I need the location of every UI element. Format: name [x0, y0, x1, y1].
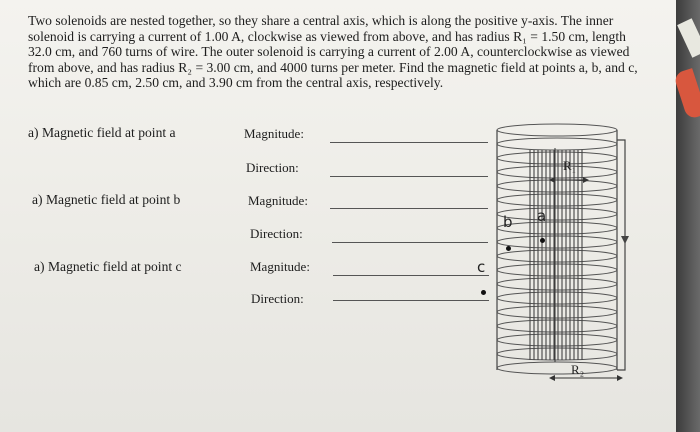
nested-solenoid-diagram — [495, 120, 635, 390]
part-c-magnitude-answer-line[interactable] — [333, 275, 489, 276]
part-c-label: a) Magnetic field at point c — [34, 259, 182, 274]
outer-current-arrow-icon — [621, 236, 629, 244]
part-c-magnitude-label: Magnitude: — [250, 259, 310, 274]
point-b-marker — [506, 246, 511, 251]
r2-label: R₂ — [571, 362, 585, 377]
point-c-marker — [481, 290, 486, 295]
part-b-direction-label: Direction: — [250, 226, 303, 241]
part-a-direction-answer-line[interactable] — [330, 176, 488, 177]
point-a-marker — [540, 238, 545, 243]
part-b-direction-answer-line[interactable] — [332, 242, 488, 243]
r1-label: R₁ — [563, 158, 577, 173]
part-a-label: a) Magnetic field at point a — [28, 125, 176, 140]
inner-solenoid-coils — [530, 150, 582, 360]
part-b-magnitude-label: Magnitude: — [248, 193, 308, 208]
part-a-magnitude-answer-line[interactable] — [330, 142, 488, 143]
part-b-label: a) Magnetic field at point b — [32, 192, 181, 207]
part-b-magnitude-answer-line[interactable] — [330, 208, 488, 209]
problem-statement: Two solenoids are nested together, so they share a central axis, which is along the positive y-axis. The inner solenoid is carrying a current of 1.00 A, clockwise as viewed from above, and has radius R₁ = 1.50 cm, length 32.0 cm, and 760 turns of wire. The outer solenoid is carrying a current of 2.00 A, counterclockwise as viewed from above, and has radius R₂ = 3.00 cm, and 4000 turns per meter. Find the magnetic field at points a, b, and c, which are 0.85 cm, 2.50 cm, and 3.90 cm from the central axis, respectively. — [28, 13, 638, 91]
outer-solenoid-coils — [497, 124, 617, 374]
part-c-direction-answer-line[interactable] — [333, 300, 489, 301]
point-a-label: a — [537, 207, 547, 225]
outer-lead-wire — [617, 140, 625, 370]
photo-edge-background — [676, 0, 700, 432]
part-c-direction-label: Direction: — [251, 291, 304, 306]
point-c-label: c — [477, 258, 486, 276]
point-b-label: b — [503, 213, 513, 231]
part-a-direction-label: Direction: — [246, 160, 299, 175]
part-a-magnitude-label: Magnitude: — [244, 126, 304, 141]
